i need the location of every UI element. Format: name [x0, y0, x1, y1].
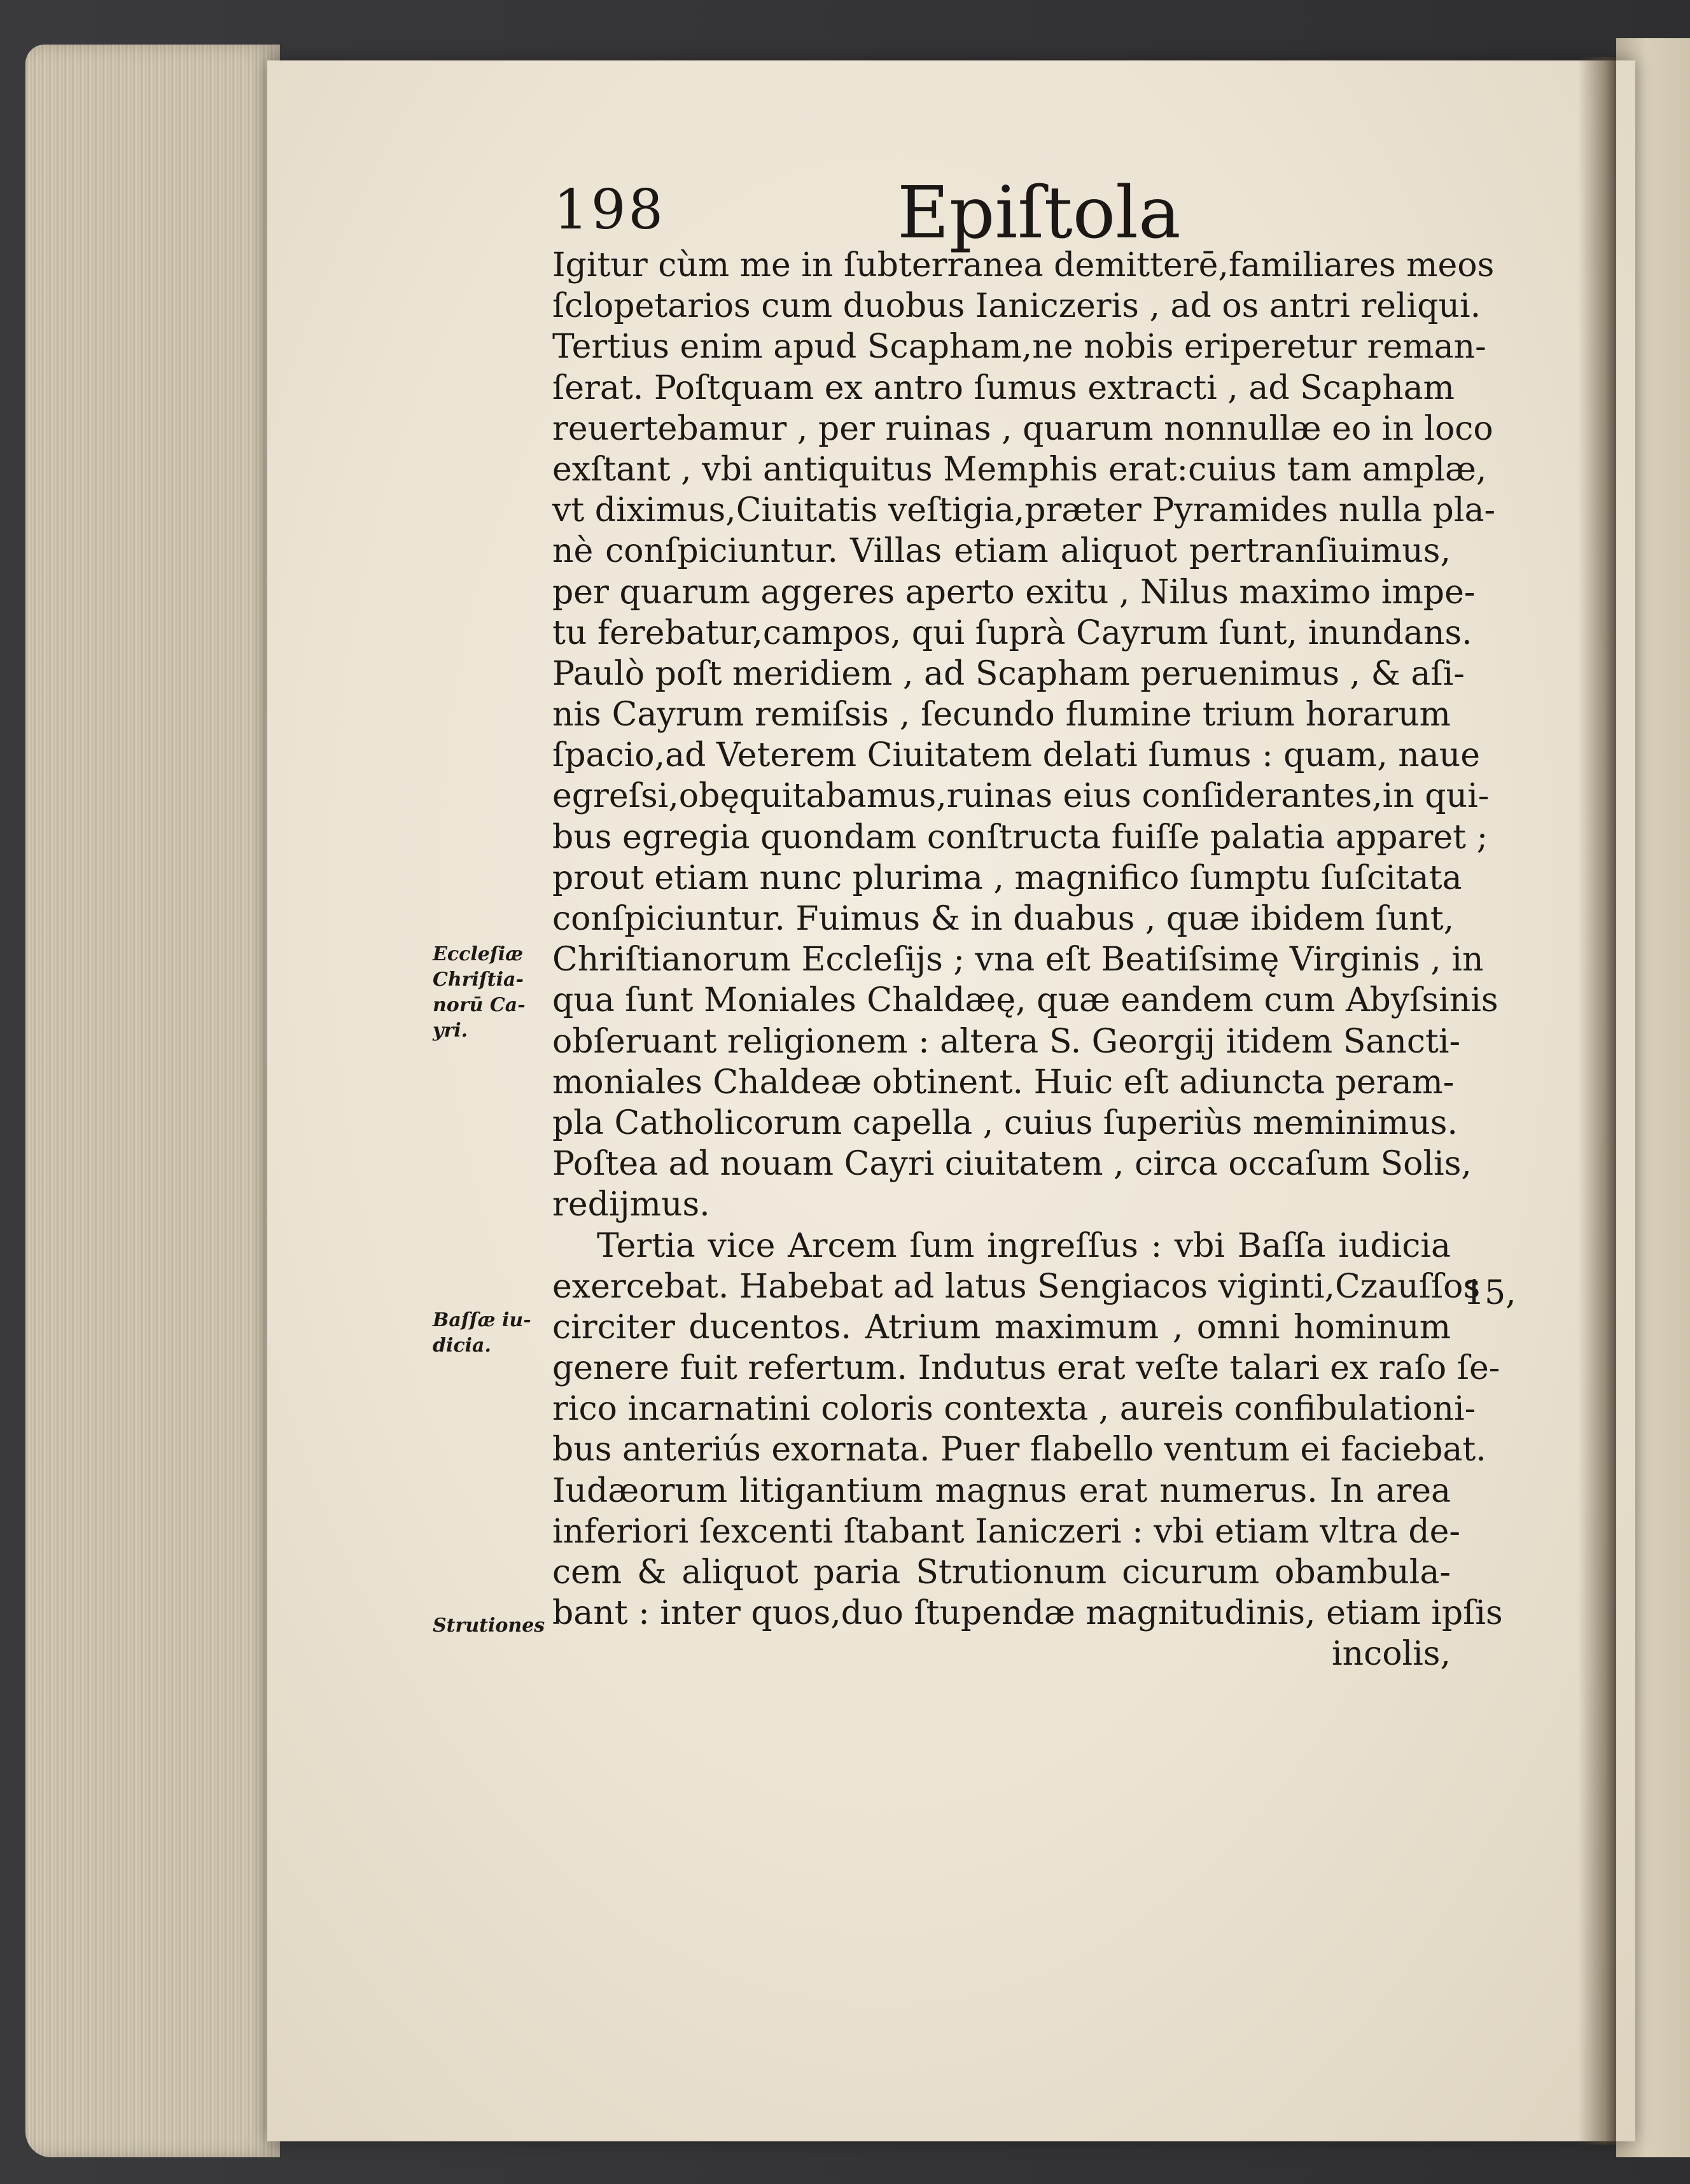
text-line: rico incarnatini coloris contexta , aureis confibulationi- [552, 1390, 1476, 1429]
page-number: 198 [554, 178, 666, 242]
text-line: ſpacio,ad Veterem Ciuitatem delati ſumus : quam, naue [552, 736, 1481, 775]
text-line: redijmus. [552, 1186, 710, 1224]
text-line: moniales Chaldeæ obtinent. Huic eſt adiuncta peram- [552, 1063, 1455, 1102]
text-line: inferiori ſexcenti ſtabant Ianiczeri : vbi etiam vltra de- [552, 1512, 1461, 1551]
text-line: Paulò poſt meridiem , ad Scapham peruenimus , & aſi- [552, 654, 1465, 693]
margin-note-churches [433, 942, 544, 1044]
text-line: bus anteriús exornata. Puer flabello ventum ei faciebat. [552, 1431, 1486, 1469]
text-line: Tertius enim apud Scapham,ne nobis eriperetur reman- [552, 328, 1486, 367]
margin-note-line: Strutiones [433, 1614, 545, 1637]
margin-note-line: dicia. [433, 1334, 491, 1357]
text-line: bant : inter quos,duo ſtupendæ magnitudinis, etiam ipſis [552, 1594, 1503, 1633]
text-line: ſerat. Poſtquam ex antro ſumus extracti , ad Scapham [552, 368, 1455, 407]
text-line: reuertebamur , per ruinas , quarum nonnullæ eo in loco [552, 409, 1493, 448]
text-line: per quarum aggeres aperto exitu , Nilus maximo impe- [552, 573, 1476, 612]
text-line: nis Cayrum remiſsis , ſecundo flumine trium horarum [552, 696, 1451, 734]
text-line: qua ſunt Moniales Chaldæę, quæ eandem cum Abyſsinis [552, 981, 1498, 1020]
text-line: Iudæorum litigantium magnus erat numerus. In area [552, 1471, 1451, 1510]
running-head [554, 172, 1393, 255]
text-line: obſeruant religionem : altera S. Georgij itidem Sancti- [552, 1022, 1461, 1061]
text-line: nè conſpiciuntur. Villas etiam aliquot pertranſiuimus, [552, 532, 1451, 571]
margin-note-bassa [433, 1308, 544, 1359]
margin-note-line: Baſſæ iu- [433, 1309, 531, 1331]
text-line: prout etiam nunc plurima , magnifico ſumptu ſuſcitata [552, 858, 1462, 897]
running-title: Epiſtola [897, 172, 1181, 255]
gutter-shadow [1578, 57, 1616, 2145]
text-line: vt diximus,Ciuitatis veſtigia,præter Pyramides nulla pla- [552, 491, 1496, 530]
text-line: genere fuit refertum. Indutus erat veſte talari ex raſo ſe- [552, 1349, 1500, 1388]
margin-note-line: Chriſtia- [433, 969, 524, 991]
text-line: bus egregia quondam conſtructa fuiſſe palatia apparet ; [552, 818, 1488, 857]
margin-note-strutiones [433, 1613, 544, 1639]
page-edges [25, 45, 280, 2157]
marginal-number: 15, [1463, 1274, 1516, 1312]
paragraph-start-line: Tertia vice Arcem ſum ingreſſus : vbi Baſſa iudicia [597, 1226, 1451, 1265]
text-line: Chriſtianorum Eccleſijs ; vna eſt Beatiſsimę Virginis , in [552, 941, 1484, 979]
text-line: exercebat. Habebat ad latus Sengiacos viginti,Czauſſos [552, 1267, 1481, 1306]
margin-note-line: norū Ca- [433, 994, 526, 1016]
text-line: circiter ducentos. Atrium maximum , omni hominum [552, 1308, 1451, 1347]
text-line: pla Catholicorum capella , cuius ſuperiùs meminimus. [552, 1103, 1458, 1142]
text-line: exſtant , vbi antiquitus Memphis erat:cuius tam amplæ, [552, 450, 1487, 489]
text-line: Igitur cùm me in ſubterranea demitterē,familiares meos [552, 246, 1495, 284]
text-line: tu ferebatur,campos, qui ſuprà Cayrum ſunt, inundans. [552, 613, 1472, 652]
margin-note-line: yri. [433, 1019, 468, 1042]
text-line: Poſtea ad nouam Cayri ciuitatem , circa occaſum Solis, [552, 1145, 1472, 1184]
text-line: cem & aliquot paria Strutionum cicurum obambula- [552, 1553, 1451, 1592]
text-line: ſclopetarios cum duobus Ianiczeris , ad os antri reliqui. [552, 287, 1481, 326]
text-line: egreſsi,obęquitabamus,ruinas eius conſiderantes,in qui- [552, 777, 1490, 816]
text-line: conſpiciuntur. Fuimus & in duabus , quæ ibidem ſunt, [552, 900, 1455, 938]
catchword: incolis, [1331, 1635, 1451, 1674]
margin-note-line: Eccleſiæ [433, 943, 524, 965]
